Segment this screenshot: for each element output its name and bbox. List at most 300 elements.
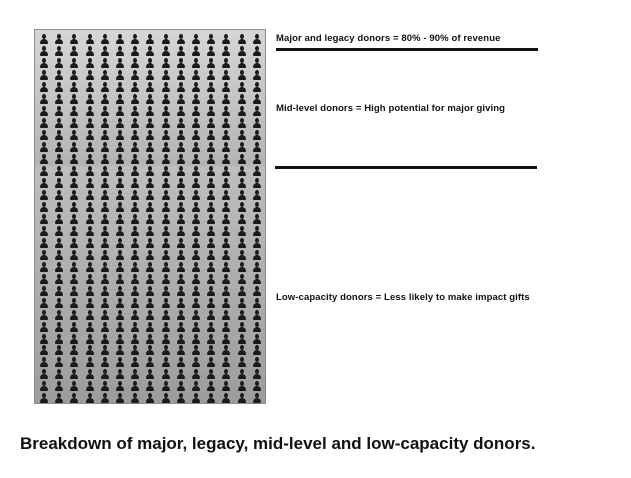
person-icon bbox=[130, 34, 140, 44]
low-capacity-donors-label: Low-capacity donors = Less likely to make impact gifts bbox=[276, 292, 530, 303]
person-icon bbox=[145, 286, 155, 296]
person-icon bbox=[252, 286, 262, 296]
person-icon bbox=[191, 310, 201, 320]
person-icon bbox=[100, 298, 110, 308]
person-icon bbox=[130, 118, 140, 128]
person-icon bbox=[191, 94, 201, 104]
person-icon bbox=[191, 369, 201, 379]
person-icon bbox=[85, 369, 95, 379]
person-icon bbox=[221, 202, 231, 212]
person-icon bbox=[252, 94, 262, 104]
person-icon bbox=[237, 357, 247, 367]
person-icon bbox=[221, 226, 231, 236]
person-icon bbox=[85, 70, 95, 80]
person-icon bbox=[54, 298, 64, 308]
person-icon bbox=[145, 393, 155, 403]
person-icon bbox=[206, 369, 216, 379]
person-icon bbox=[39, 286, 49, 296]
person-icon bbox=[145, 369, 155, 379]
person-icon bbox=[252, 58, 262, 68]
person-icon bbox=[39, 238, 49, 248]
person-icon bbox=[100, 70, 110, 80]
person-icon bbox=[54, 393, 64, 403]
person-icon bbox=[85, 322, 95, 332]
person-icon bbox=[85, 142, 95, 152]
person-icon bbox=[161, 393, 171, 403]
person-icon bbox=[69, 381, 79, 391]
person-icon bbox=[130, 262, 140, 272]
person-icon bbox=[85, 345, 95, 355]
person-icon bbox=[206, 166, 216, 176]
person-icon bbox=[221, 357, 231, 367]
person-icon bbox=[206, 262, 216, 272]
person-icon bbox=[54, 70, 64, 80]
person-icon bbox=[221, 82, 231, 92]
person-icon bbox=[69, 393, 79, 403]
person-icon bbox=[85, 58, 95, 68]
person-icon bbox=[237, 106, 247, 116]
person-icon bbox=[237, 334, 247, 344]
person-icon bbox=[130, 250, 140, 260]
person-icon bbox=[130, 70, 140, 80]
major-legacy-donors-label: Major and legacy donors = 80% - 90% of revenue bbox=[276, 33, 501, 44]
person-icon bbox=[85, 238, 95, 248]
person-icon bbox=[85, 34, 95, 44]
person-icon bbox=[191, 58, 201, 68]
person-icon bbox=[191, 178, 201, 188]
person-icon bbox=[54, 34, 64, 44]
person-icon bbox=[221, 250, 231, 260]
person-icon bbox=[69, 34, 79, 44]
person-icon bbox=[115, 286, 125, 296]
person-icon bbox=[39, 322, 49, 332]
person-icon bbox=[85, 190, 95, 200]
person-icon bbox=[252, 190, 262, 200]
person-icon bbox=[85, 298, 95, 308]
person-icon bbox=[85, 214, 95, 224]
mid-level-donors-label: Mid-level donors = High potential for major giving bbox=[276, 103, 506, 114]
person-icon bbox=[39, 130, 49, 140]
person-icon bbox=[191, 226, 201, 236]
person-icon bbox=[145, 214, 155, 224]
person-icon bbox=[115, 274, 125, 284]
person-icon bbox=[130, 345, 140, 355]
person-icon bbox=[85, 381, 95, 391]
person-icon bbox=[191, 214, 201, 224]
person-icon bbox=[100, 274, 110, 284]
person-icon bbox=[69, 202, 79, 212]
person-icon bbox=[176, 46, 186, 56]
person-icon bbox=[115, 154, 125, 164]
person-icon bbox=[145, 58, 155, 68]
person-icon bbox=[100, 250, 110, 260]
person-icon bbox=[100, 238, 110, 248]
person-icon bbox=[69, 166, 79, 176]
major-tier-divider bbox=[276, 48, 538, 51]
person-icon bbox=[161, 178, 171, 188]
person-icon bbox=[100, 310, 110, 320]
person-icon bbox=[85, 118, 95, 128]
person-icon bbox=[237, 310, 247, 320]
person-icon bbox=[161, 142, 171, 152]
person-icon bbox=[191, 82, 201, 92]
person-icon bbox=[69, 345, 79, 355]
person-icon bbox=[100, 166, 110, 176]
person-icon bbox=[206, 238, 216, 248]
person-icon bbox=[252, 274, 262, 284]
person-icon bbox=[54, 310, 64, 320]
person-icon bbox=[191, 381, 201, 391]
person-icon bbox=[54, 118, 64, 128]
person-icon bbox=[54, 238, 64, 248]
person-icon bbox=[252, 322, 262, 332]
person-icon bbox=[69, 154, 79, 164]
person-icon bbox=[176, 262, 186, 272]
person-icon bbox=[161, 82, 171, 92]
person-icon bbox=[39, 214, 49, 224]
person-icon bbox=[221, 34, 231, 44]
person-icon bbox=[130, 106, 140, 116]
person-icon bbox=[176, 178, 186, 188]
person-icon bbox=[69, 190, 79, 200]
person-icon bbox=[100, 286, 110, 296]
person-icon bbox=[221, 381, 231, 391]
person-icon bbox=[54, 58, 64, 68]
person-icon bbox=[161, 46, 171, 56]
person-icon bbox=[85, 226, 95, 236]
person-icon bbox=[85, 46, 95, 56]
person-icon bbox=[130, 298, 140, 308]
person-icon bbox=[161, 202, 171, 212]
person-icon bbox=[130, 58, 140, 68]
person-icon bbox=[221, 345, 231, 355]
person-icon bbox=[100, 58, 110, 68]
person-icon bbox=[221, 46, 231, 56]
person-icon bbox=[191, 393, 201, 403]
person-icon bbox=[100, 214, 110, 224]
person-icon bbox=[54, 357, 64, 367]
person-icon bbox=[176, 82, 186, 92]
person-icon bbox=[145, 130, 155, 140]
person-icon bbox=[252, 142, 262, 152]
person-icon bbox=[69, 357, 79, 367]
person-icon bbox=[206, 286, 216, 296]
person-icon bbox=[115, 118, 125, 128]
person-icon bbox=[54, 106, 64, 116]
person-icon bbox=[54, 94, 64, 104]
person-icon bbox=[176, 154, 186, 164]
person-icon bbox=[176, 130, 186, 140]
person-icon bbox=[39, 190, 49, 200]
person-icon bbox=[130, 226, 140, 236]
person-icon bbox=[206, 34, 216, 44]
person-icon bbox=[191, 298, 201, 308]
person-icon bbox=[85, 262, 95, 272]
person-icon bbox=[176, 274, 186, 284]
person-icon bbox=[130, 214, 140, 224]
person-icon bbox=[221, 166, 231, 176]
person-icon bbox=[69, 46, 79, 56]
person-icon bbox=[221, 369, 231, 379]
person-icon bbox=[161, 94, 171, 104]
person-icon bbox=[39, 166, 49, 176]
person-icon bbox=[69, 58, 79, 68]
person-icon bbox=[115, 94, 125, 104]
person-icon bbox=[252, 178, 262, 188]
person-icon bbox=[115, 250, 125, 260]
person-icon bbox=[191, 106, 201, 116]
person-icon bbox=[252, 70, 262, 80]
person-icon bbox=[69, 274, 79, 284]
person-icon bbox=[69, 238, 79, 248]
person-icon-layer bbox=[34, 29, 266, 404]
person-icon bbox=[115, 178, 125, 188]
person-icon bbox=[191, 166, 201, 176]
person-icon bbox=[237, 226, 247, 236]
person-icon bbox=[115, 202, 125, 212]
person-icon bbox=[85, 166, 95, 176]
person-icon bbox=[252, 214, 262, 224]
person-icon bbox=[69, 118, 79, 128]
person-icon bbox=[221, 130, 231, 140]
person-icon bbox=[252, 262, 262, 272]
person-icon bbox=[252, 118, 262, 128]
person-icon bbox=[176, 250, 186, 260]
person-icon bbox=[161, 286, 171, 296]
person-icon bbox=[252, 357, 262, 367]
person-icon bbox=[252, 298, 262, 308]
person-icon bbox=[69, 250, 79, 260]
person-icon bbox=[54, 190, 64, 200]
person-icon bbox=[145, 345, 155, 355]
person-icon bbox=[115, 166, 125, 176]
person-icon bbox=[221, 334, 231, 344]
person-icon bbox=[161, 214, 171, 224]
person-icon bbox=[176, 214, 186, 224]
person-icon bbox=[115, 130, 125, 140]
person-icon bbox=[115, 322, 125, 332]
person-icon bbox=[237, 322, 247, 332]
person-icon bbox=[130, 130, 140, 140]
person-icon bbox=[130, 334, 140, 344]
person-icon bbox=[206, 178, 216, 188]
person-icon bbox=[161, 357, 171, 367]
person-icon bbox=[39, 58, 49, 68]
person-icon bbox=[237, 238, 247, 248]
person-icon bbox=[252, 34, 262, 44]
person-icon bbox=[69, 286, 79, 296]
person-icon bbox=[237, 345, 247, 355]
person-icon bbox=[115, 46, 125, 56]
person-icon bbox=[237, 142, 247, 152]
person-icon bbox=[237, 381, 247, 391]
person-icon bbox=[145, 310, 155, 320]
person-icon bbox=[206, 381, 216, 391]
person-icon bbox=[252, 130, 262, 140]
person-icon bbox=[69, 130, 79, 140]
person-icon bbox=[54, 178, 64, 188]
person-icon bbox=[39, 142, 49, 152]
person-icon bbox=[191, 130, 201, 140]
person-icon bbox=[54, 286, 64, 296]
person-icon bbox=[176, 226, 186, 236]
person-icon bbox=[176, 345, 186, 355]
person-icon bbox=[176, 142, 186, 152]
person-icon bbox=[145, 94, 155, 104]
person-icon bbox=[130, 274, 140, 284]
person-icon bbox=[237, 274, 247, 284]
person-icon bbox=[176, 393, 186, 403]
person-icon bbox=[176, 94, 186, 104]
person-icon bbox=[69, 70, 79, 80]
person-icon bbox=[100, 106, 110, 116]
person-icon bbox=[237, 166, 247, 176]
person-icon bbox=[206, 298, 216, 308]
person-icon bbox=[206, 226, 216, 236]
person-icon bbox=[85, 130, 95, 140]
person-icon bbox=[130, 238, 140, 248]
person-icon bbox=[85, 250, 95, 260]
person-icon bbox=[145, 262, 155, 272]
person-icon bbox=[100, 130, 110, 140]
person-icon bbox=[130, 142, 140, 152]
person-icon bbox=[54, 154, 64, 164]
person-icon bbox=[115, 142, 125, 152]
person-icon bbox=[237, 250, 247, 260]
person-icon bbox=[206, 106, 216, 116]
person-icon bbox=[176, 286, 186, 296]
person-icon bbox=[176, 34, 186, 44]
person-icon bbox=[39, 369, 49, 379]
person-icon bbox=[206, 334, 216, 344]
person-icon bbox=[237, 298, 247, 308]
person-icon bbox=[206, 274, 216, 284]
person-icon bbox=[145, 274, 155, 284]
person-icon bbox=[191, 142, 201, 152]
person-icon bbox=[191, 46, 201, 56]
person-icon bbox=[115, 190, 125, 200]
person-icon bbox=[145, 106, 155, 116]
person-icon bbox=[237, 214, 247, 224]
person-icon bbox=[69, 178, 79, 188]
person-icon bbox=[115, 238, 125, 248]
person-icon bbox=[39, 298, 49, 308]
person-icon bbox=[206, 130, 216, 140]
person-icon bbox=[85, 393, 95, 403]
person-icon bbox=[206, 118, 216, 128]
person-icon bbox=[191, 202, 201, 212]
person-icon bbox=[85, 274, 95, 284]
person-icon bbox=[191, 334, 201, 344]
person-icon bbox=[176, 58, 186, 68]
person-icon bbox=[161, 190, 171, 200]
person-icon bbox=[85, 202, 95, 212]
person-icon bbox=[69, 82, 79, 92]
person-icon bbox=[39, 154, 49, 164]
person-icon bbox=[85, 106, 95, 116]
person-icon bbox=[100, 322, 110, 332]
person-icon bbox=[206, 58, 216, 68]
person-icon bbox=[69, 322, 79, 332]
person-icon bbox=[191, 118, 201, 128]
person-icon bbox=[130, 166, 140, 176]
person-icon bbox=[130, 94, 140, 104]
person-icon bbox=[69, 298, 79, 308]
person-icon bbox=[161, 166, 171, 176]
person-icon bbox=[237, 58, 247, 68]
person-icon bbox=[100, 82, 110, 92]
person-icon bbox=[115, 262, 125, 272]
person-icon bbox=[115, 34, 125, 44]
person-icon bbox=[176, 106, 186, 116]
person-icon bbox=[54, 202, 64, 212]
person-icon bbox=[54, 46, 64, 56]
person-icon bbox=[161, 322, 171, 332]
person-icon bbox=[145, 142, 155, 152]
donor-icon-grid bbox=[34, 29, 266, 404]
person-icon bbox=[69, 334, 79, 344]
person-icon bbox=[206, 202, 216, 212]
person-icon bbox=[130, 322, 140, 332]
person-icon bbox=[69, 369, 79, 379]
person-icon bbox=[85, 94, 95, 104]
person-icon bbox=[54, 262, 64, 272]
person-icon bbox=[100, 262, 110, 272]
person-icon bbox=[161, 381, 171, 391]
person-icon bbox=[206, 214, 216, 224]
person-icon bbox=[191, 70, 201, 80]
person-icon bbox=[130, 190, 140, 200]
person-icon bbox=[39, 250, 49, 260]
person-icon bbox=[221, 262, 231, 272]
person-icon bbox=[221, 310, 231, 320]
person-icon bbox=[100, 178, 110, 188]
person-icon bbox=[115, 298, 125, 308]
person-icon bbox=[206, 250, 216, 260]
person-icon bbox=[100, 154, 110, 164]
person-icon bbox=[69, 142, 79, 152]
person-icon bbox=[145, 178, 155, 188]
person-icon bbox=[206, 94, 216, 104]
person-icon bbox=[176, 190, 186, 200]
person-icon bbox=[237, 154, 247, 164]
person-icon bbox=[237, 70, 247, 80]
person-icon bbox=[161, 345, 171, 355]
person-icon bbox=[252, 250, 262, 260]
person-icon bbox=[161, 250, 171, 260]
person-icon bbox=[39, 381, 49, 391]
person-icon bbox=[145, 357, 155, 367]
person-icon bbox=[100, 393, 110, 403]
person-icon bbox=[39, 70, 49, 80]
person-icon bbox=[85, 334, 95, 344]
person-icon bbox=[161, 106, 171, 116]
person-icon bbox=[145, 190, 155, 200]
person-icon bbox=[115, 226, 125, 236]
person-icon bbox=[39, 345, 49, 355]
person-icon bbox=[39, 334, 49, 344]
person-icon bbox=[85, 357, 95, 367]
person-icon bbox=[130, 202, 140, 212]
person-icon bbox=[176, 118, 186, 128]
person-icon bbox=[252, 381, 262, 391]
person-icon bbox=[130, 178, 140, 188]
person-icon bbox=[206, 345, 216, 355]
person-icon bbox=[237, 178, 247, 188]
person-icon bbox=[130, 82, 140, 92]
person-icon bbox=[85, 82, 95, 92]
person-icon bbox=[191, 286, 201, 296]
